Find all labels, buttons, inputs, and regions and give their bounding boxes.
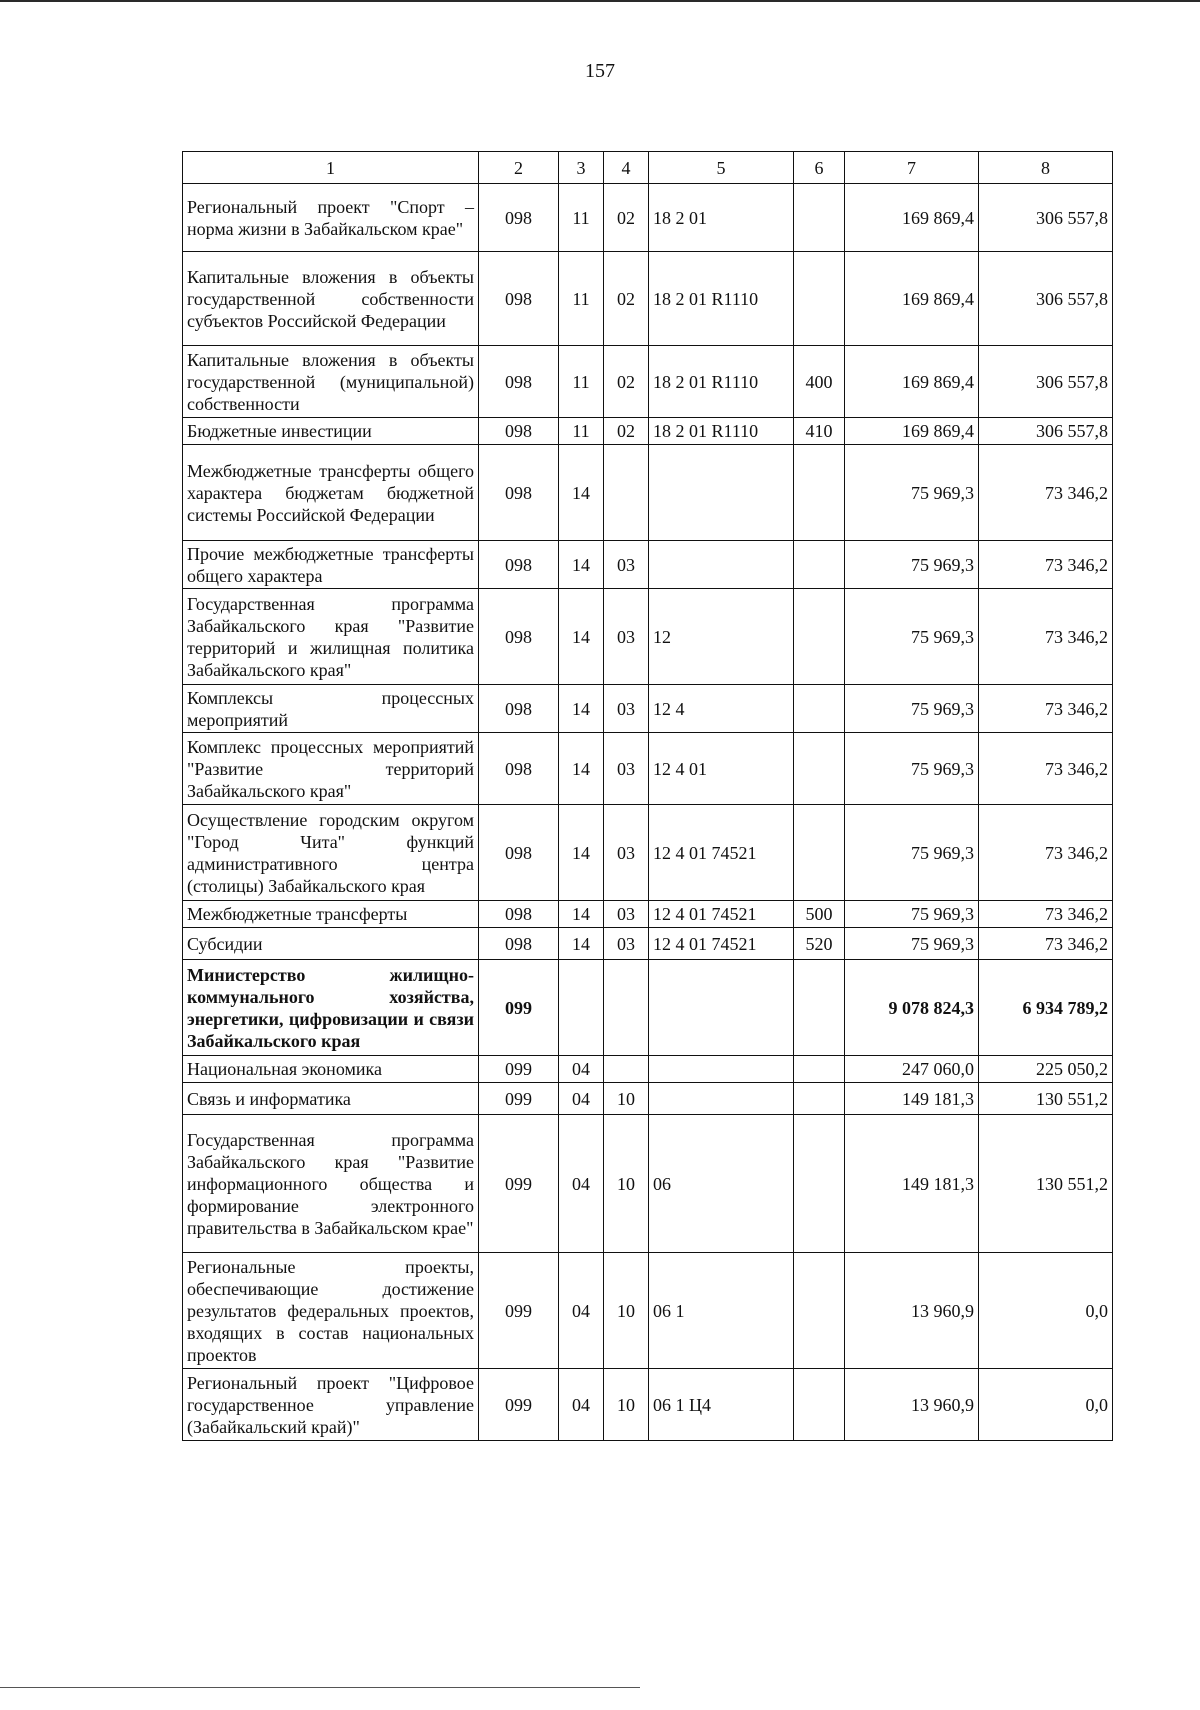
cell-section-code	[559, 960, 604, 1056]
column-header: 5	[649, 152, 794, 184]
cell-subsection-code: 02	[604, 252, 649, 346]
table-body	[183, 184, 1113, 1441]
cell-item-name: Осуществление городским округом "Город Чита" функций административного центра (столицы) Забайкальского края	[183, 805, 479, 901]
cell-gov-code: 098	[479, 541, 559, 589]
cell-item-name: Региональный проект "Спорт – норма жизни в Забайкальском крае"	[183, 184, 479, 252]
cell-subsection-code	[604, 445, 649, 541]
cell-amount-col8: 73 346,2	[979, 445, 1113, 541]
cell-target-article-code: 12 4 01	[649, 733, 794, 805]
cell-item-name: Региональные проекты, обеспечивающие достижение результатов федеральных проектов, входящих в состав национальных проектов	[183, 1253, 479, 1369]
cell-section-code: 14	[559, 928, 604, 960]
cell-item-name: Министерство жилищно-коммунального хозяйства, энергетики, цифровизации и связи Забайкальского края	[183, 960, 479, 1056]
cell-expense-type-code	[794, 1369, 845, 1441]
cell-amount-col7: 149 181,3	[845, 1115, 979, 1253]
cell-target-article-code: 12 4 01 74521	[649, 901, 794, 928]
cell-amount-col7: 75 969,3	[845, 541, 979, 589]
cell-gov-code: 098	[479, 418, 559, 445]
cell-gov-code: 099	[479, 1115, 559, 1253]
cell-amount-col8: 73 346,2	[979, 805, 1113, 901]
cell-expense-type-code	[794, 1083, 845, 1115]
table-row	[183, 901, 1113, 928]
column-header: 6	[794, 152, 845, 184]
cell-amount-col7: 13 960,9	[845, 1369, 979, 1441]
cell-subsection-code: 02	[604, 418, 649, 445]
table-row	[183, 1056, 1113, 1083]
cell-section-code: 04	[559, 1115, 604, 1253]
table-row	[183, 1083, 1113, 1115]
table-row	[183, 805, 1113, 901]
cell-item-name: Связь и информатика	[183, 1083, 479, 1115]
cell-expense-type-code	[794, 805, 845, 901]
cell-amount-col8: 225 050,2	[979, 1056, 1113, 1083]
table-row	[183, 1369, 1113, 1441]
cell-item-name: Бюджетные инвестиции	[183, 418, 479, 445]
cell-item-name: Капитальные вложения в объекты государственной (муниципальной) собственности	[183, 346, 479, 418]
cell-amount-col7: 75 969,3	[845, 733, 979, 805]
cell-section-code: 14	[559, 541, 604, 589]
cell-target-article-code: 06 1	[649, 1253, 794, 1369]
cell-expense-type-code	[794, 445, 845, 541]
cell-amount-col7: 9 078 824,3	[845, 960, 979, 1056]
cell-gov-code: 098	[479, 346, 559, 418]
cell-item-name: Капитальные вложения в объекты государственной собственности субъектов Российской Федерации	[183, 252, 479, 346]
cell-section-code: 11	[559, 184, 604, 252]
cell-target-article-code: 12	[649, 589, 794, 685]
table-row	[183, 184, 1113, 252]
cell-amount-col7: 169 869,4	[845, 184, 979, 252]
cell-subsection-code: 03	[604, 901, 649, 928]
table-row	[183, 418, 1113, 445]
cell-section-code: 04	[559, 1083, 604, 1115]
cell-expense-type-code: 520	[794, 928, 845, 960]
column-header: 1	[183, 152, 479, 184]
cell-subsection-code: 10	[604, 1253, 649, 1369]
cell-gov-code: 098	[479, 252, 559, 346]
cell-item-name: Субсидии	[183, 928, 479, 960]
cell-section-code: 14	[559, 445, 604, 541]
cell-section-code: 14	[559, 589, 604, 685]
cell-expense-type-code	[794, 589, 845, 685]
cell-section-code: 11	[559, 418, 604, 445]
page-number: 157	[585, 60, 615, 82]
scan-edge-top	[0, 0, 1200, 2]
cell-subsection-code: 02	[604, 346, 649, 418]
cell-gov-code: 098	[479, 589, 559, 685]
cell-gov-code: 098	[479, 445, 559, 541]
cell-subsection-code: 03	[604, 589, 649, 685]
cell-amount-col7: 75 969,3	[845, 928, 979, 960]
table-row	[183, 445, 1113, 541]
cell-subsection-code: 03	[604, 928, 649, 960]
cell-expense-type-code	[794, 733, 845, 805]
cell-section-code: 04	[559, 1056, 604, 1083]
cell-amount-col7: 75 969,3	[845, 805, 979, 901]
cell-item-name: Комплексы процессных мероприятий	[183, 685, 479, 733]
cell-target-article-code	[649, 960, 794, 1056]
cell-subsection-code: 10	[604, 1083, 649, 1115]
cell-gov-code: 099	[479, 1369, 559, 1441]
cell-amount-col7: 75 969,3	[845, 445, 979, 541]
cell-section-code: 14	[559, 733, 604, 805]
cell-target-article-code: 18 2 01	[649, 184, 794, 252]
cell-expense-type-code	[794, 960, 845, 1056]
cell-target-article-code: 06	[649, 1115, 794, 1253]
cell-amount-col7: 149 181,3	[845, 1083, 979, 1115]
cell-amount-col7: 75 969,3	[845, 685, 979, 733]
cell-amount-col8: 306 557,8	[979, 184, 1113, 252]
cell-amount-col7: 13 960,9	[845, 1253, 979, 1369]
cell-target-article-code: 06 1 Ц4	[649, 1369, 794, 1441]
cell-subsection-code: 03	[604, 805, 649, 901]
cell-gov-code: 098	[479, 928, 559, 960]
cell-target-article-code: 12 4	[649, 685, 794, 733]
cell-section-code: 04	[559, 1253, 604, 1369]
cell-gov-code: 099	[479, 1056, 559, 1083]
cell-amount-col8: 130 551,2	[979, 1115, 1113, 1253]
table-row	[183, 928, 1113, 960]
cell-subsection-code	[604, 960, 649, 1056]
cell-section-code: 14	[559, 685, 604, 733]
cell-subsection-code	[604, 1056, 649, 1083]
cell-amount-col8: 0,0	[979, 1253, 1113, 1369]
cell-gov-code: 099	[479, 1083, 559, 1115]
cell-expense-type-code	[794, 1056, 845, 1083]
cell-amount-col8: 6 934 789,2	[979, 960, 1113, 1056]
cell-section-code: 14	[559, 805, 604, 901]
cell-amount-col8: 73 346,2	[979, 685, 1113, 733]
cell-expense-type-code	[794, 1115, 845, 1253]
cell-expense-type-code	[794, 685, 845, 733]
cell-section-code: 11	[559, 252, 604, 346]
cell-amount-col8: 73 346,2	[979, 901, 1113, 928]
cell-amount-col7: 75 969,3	[845, 901, 979, 928]
column-header: 7	[845, 152, 979, 184]
cell-subsection-code: 02	[604, 184, 649, 252]
cell-amount-col7: 169 869,4	[845, 252, 979, 346]
cell-target-article-code: 12 4 01 74521	[649, 928, 794, 960]
cell-subsection-code: 10	[604, 1115, 649, 1253]
cell-subsection-code: 10	[604, 1369, 649, 1441]
table-row	[183, 541, 1113, 589]
cell-item-name: Национальная экономика	[183, 1056, 479, 1083]
cell-amount-col7: 169 869,4	[845, 346, 979, 418]
cell-expense-type-code: 410	[794, 418, 845, 445]
table-row	[183, 589, 1113, 685]
cell-amount-col8: 306 557,8	[979, 346, 1113, 418]
cell-amount-col7: 247 060,0	[845, 1056, 979, 1083]
column-header: 4	[604, 152, 649, 184]
column-header: 8	[979, 152, 1113, 184]
cell-amount-col7: 169 869,4	[845, 418, 979, 445]
cell-target-article-code	[649, 1056, 794, 1083]
cell-expense-type-code	[794, 541, 845, 589]
cell-expense-type-code	[794, 252, 845, 346]
cell-expense-type-code: 400	[794, 346, 845, 418]
cell-gov-code: 098	[479, 685, 559, 733]
cell-target-article-code: 12 4 01 74521	[649, 805, 794, 901]
cell-expense-type-code: 500	[794, 901, 845, 928]
cell-item-name: Прочие межбюджетные трансферты общего характера	[183, 541, 479, 589]
table-header-row	[183, 152, 1113, 184]
cell-subsection-code: 03	[604, 733, 649, 805]
cell-amount-col8: 73 346,2	[979, 928, 1113, 960]
cell-item-name: Межбюджетные трансферты общего характера бюджетам бюджетной системы Российской Федерации	[183, 445, 479, 541]
cell-amount-col8: 73 346,2	[979, 733, 1113, 805]
cell-amount-col8: 0,0	[979, 1369, 1113, 1441]
column-header: 3	[559, 152, 604, 184]
table-row	[183, 252, 1113, 346]
cell-amount-col8: 306 557,8	[979, 418, 1113, 445]
table-row	[183, 1253, 1113, 1369]
cell-item-name: Региональный проект "Цифровое государственное управление (Забайкальский край)"	[183, 1369, 479, 1441]
cell-amount-col7: 75 969,3	[845, 589, 979, 685]
cell-section-code: 04	[559, 1369, 604, 1441]
cell-amount-col8: 306 557,8	[979, 252, 1113, 346]
cell-item-name: Комплекс процессных мероприятий "Развитие территорий Забайкальского края"	[183, 733, 479, 805]
cell-gov-code: 098	[479, 733, 559, 805]
cell-amount-col8: 73 346,2	[979, 589, 1113, 685]
scan-edge-bottom	[0, 1687, 640, 1688]
cell-target-article-code	[649, 1083, 794, 1115]
cell-gov-code: 098	[479, 901, 559, 928]
budget-table	[182, 151, 1113, 1441]
cell-target-article-code	[649, 445, 794, 541]
cell-target-article-code: 18 2 01 R1110	[649, 346, 794, 418]
cell-gov-code: 099	[479, 1253, 559, 1369]
cell-item-name: Межбюджетные трансферты	[183, 901, 479, 928]
cell-gov-code: 099	[479, 960, 559, 1056]
cell-item-name: Государственная программа Забайкальского края "Развитие информационного общества и формирование электронного правительства в Забайкальском крае"	[183, 1115, 479, 1253]
cell-amount-col8: 130 551,2	[979, 1083, 1113, 1115]
table-row	[183, 1115, 1113, 1253]
cell-target-article-code: 18 2 01 R1110	[649, 252, 794, 346]
cell-target-article-code	[649, 541, 794, 589]
cell-section-code: 14	[559, 901, 604, 928]
column-header: 2	[479, 152, 559, 184]
cell-subsection-code: 03	[604, 685, 649, 733]
table-row	[183, 685, 1113, 733]
cell-expense-type-code	[794, 1253, 845, 1369]
cell-item-name: Государственная программа Забайкальского края "Развитие территорий и жилищная политика Забайкальского края"	[183, 589, 479, 685]
cell-section-code: 11	[559, 346, 604, 418]
cell-subsection-code: 03	[604, 541, 649, 589]
table-row	[183, 733, 1113, 805]
cell-expense-type-code	[794, 184, 845, 252]
cell-target-article-code: 18 2 01 R1110	[649, 418, 794, 445]
table-row	[183, 960, 1113, 1056]
cell-gov-code: 098	[479, 805, 559, 901]
cell-amount-col8: 73 346,2	[979, 541, 1113, 589]
cell-gov-code: 098	[479, 184, 559, 252]
table-row	[183, 346, 1113, 418]
